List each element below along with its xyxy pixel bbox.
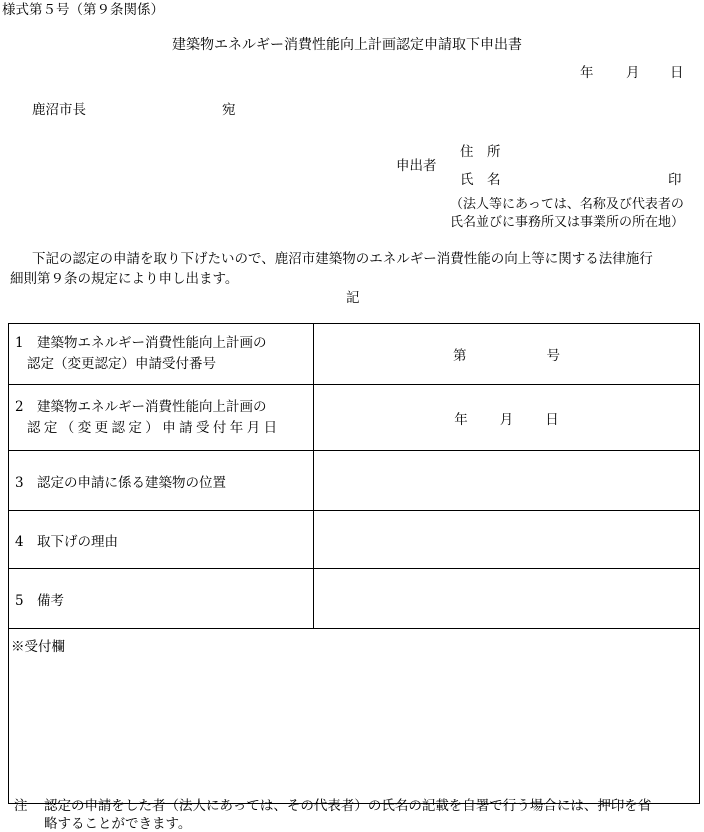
withdrawal-reason-field[interactable]: [314, 511, 700, 569]
footer-note-line1: 認定の申請をした者（法人にあっては、その代表者）の氏名の記載を自署で行う場合には、押印を省: [44, 798, 652, 814]
table-row: [9, 451, 700, 511]
receipt-box: [9, 629, 700, 804]
row3-label: 認定の申請に係る建築物の位置: [37, 474, 226, 491]
row5-label: 備考: [37, 592, 64, 609]
table-row: [9, 569, 700, 629]
name-label: 氏 名: [460, 172, 501, 188]
row2-label-cell: [9, 385, 314, 451]
seal-mark: 印: [668, 172, 682, 188]
addressee-honorific: 宛: [222, 102, 236, 118]
row4-number: 4: [15, 533, 24, 550]
row1-label-cell: [9, 324, 314, 385]
body-line-1: 下記の認定の申請を取り下げたいので、鹿沼市建築物のエネルギー消費性能の向上等に関する法律施行: [32, 251, 653, 267]
receipt-number-field[interactable]: [314, 324, 700, 385]
receipt-number-prefix: 第: [453, 348, 467, 364]
row2-label-line2: 認定（変更認定）申請受付年月日: [27, 419, 281, 436]
date-day: 日: [670, 65, 684, 81]
footer-note-prefix: 注: [14, 798, 28, 814]
table-row: [9, 324, 700, 385]
date-month: 月: [626, 65, 640, 81]
row3-label-cell: [9, 451, 314, 511]
body-line-2: 細則第９条の規定により申し出ます。: [10, 271, 239, 287]
receipt-number-suffix: 号: [546, 348, 560, 364]
row1-number: 1: [15, 335, 24, 352]
remarks-field[interactable]: [314, 569, 700, 629]
form-number: 様式第５号（第９条関係）: [2, 2, 164, 18]
date-year: 年: [580, 65, 594, 81]
row2-number: 2: [15, 398, 24, 415]
building-location-field[interactable]: [314, 451, 700, 511]
receipt-date-month: 月: [499, 411, 514, 428]
row3-number: 3: [15, 474, 24, 491]
row5-number: 5: [15, 592, 24, 609]
receipt-label: ※受付欄: [11, 639, 65, 655]
applicant-label: 申出者: [396, 158, 437, 174]
address-label: 住 所: [460, 144, 501, 160]
receipt-date-year: 年: [454, 411, 468, 428]
document-title: 建築物エネルギー消費性能向上計画認定申請取下申出書: [172, 37, 522, 53]
row1-label-line2: 認定（変更認定）申請受付番号: [27, 356, 216, 372]
row1-label-line1: 建築物エネルギー消費性能向上計画の: [37, 335, 267, 352]
applicant-note-line2: 氏名並びに事務所又は事業所の所在地）: [450, 215, 685, 230]
footer-note-line2: 略することができます。: [44, 816, 192, 832]
table-row: [9, 511, 700, 569]
receipt-date-day: 日: [545, 411, 559, 428]
addressee-name: 鹿沼市長: [32, 102, 86, 118]
table-row: [9, 629, 700, 804]
row4-label-cell: [9, 511, 314, 569]
row5-label-cell: [9, 569, 314, 629]
row2-label-line1: 建築物エネルギー消費性能向上計画の: [37, 398, 267, 415]
row4-label: 取下げの理由: [37, 533, 118, 550]
receipt-date-field[interactable]: [314, 385, 700, 451]
ki-label: 記: [346, 290, 360, 306]
applicant-note-line1: （法人等にあっては、名称及び代表者の: [450, 197, 684, 212]
application-table: [8, 323, 700, 804]
table-row: [9, 385, 700, 451]
